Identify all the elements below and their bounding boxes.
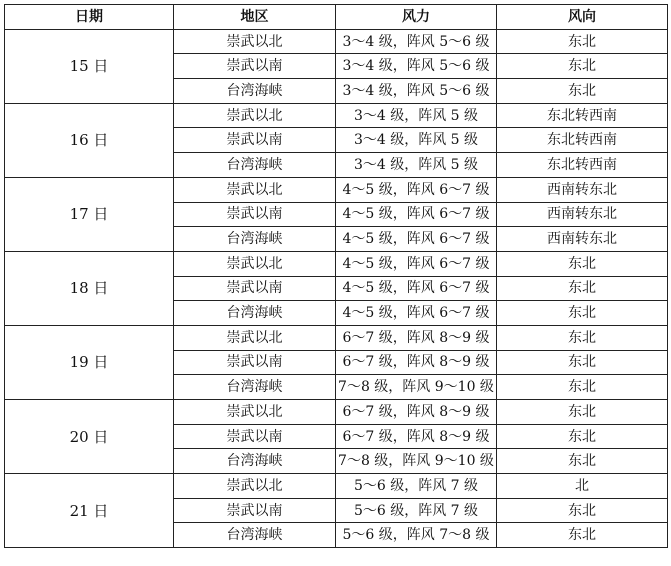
table-row	[5, 177, 668, 202]
table-row	[5, 400, 668, 425]
force-cell: 3～4 级，阵风 5～6 级	[336, 79, 497, 104]
region-cell: 崇武以北	[174, 325, 336, 350]
region-cell: 崇武以南	[174, 128, 336, 153]
force-cell: 5～6 级，阵风 7～8 级	[336, 523, 497, 548]
region-cell: 台湾海峡	[174, 523, 336, 548]
direction-cell: 东北	[497, 29, 668, 54]
region-cell: 崇武以北	[174, 103, 336, 128]
direction-cell: 东北	[497, 251, 668, 276]
force-cell: 3～4 级，阵风 5～6 级	[336, 54, 497, 79]
date-cell: 17 日	[5, 177, 174, 251]
force-cell: 4～5 级，阵风 6～7 级	[336, 251, 497, 276]
direction-cell: 东北	[497, 325, 668, 350]
table-row	[5, 29, 668, 54]
region-cell: 崇武以南	[174, 276, 336, 301]
region-cell: 崇武以南	[174, 350, 336, 375]
date-cell: 20 日	[5, 400, 174, 474]
region-cell: 崇武以南	[174, 202, 336, 227]
region-cell: 崇武以北	[174, 474, 336, 499]
force-cell: 4～5 级，阵风 6～7 级	[336, 227, 497, 252]
direction-cell: 东北	[497, 375, 668, 400]
direction-cell: 东北转西南	[497, 128, 668, 153]
force-cell: 6～7 级，阵风 8～9 级	[336, 350, 497, 375]
direction-cell: 东北	[497, 276, 668, 301]
force-cell: 3～4 级，阵风 5 级	[336, 153, 497, 178]
force-cell: 4～5 级，阵风 6～7 级	[336, 276, 497, 301]
direction-cell: 东北转西南	[497, 153, 668, 178]
table-row	[5, 251, 668, 276]
direction-cell: 东北转西南	[497, 103, 668, 128]
header-row	[5, 5, 668, 30]
region-cell: 崇武以北	[174, 29, 336, 54]
force-cell: 6～7 级，阵风 8～9 级	[336, 424, 497, 449]
date-cell: 15 日	[5, 29, 174, 103]
date-cell: 21 日	[5, 474, 174, 548]
direction-cell: 东北	[497, 400, 668, 425]
wind-forecast-table	[4, 4, 668, 548]
region-cell: 崇武以南	[174, 498, 336, 523]
region-cell: 台湾海峡	[174, 375, 336, 400]
force-cell: 4～5 级，阵风 6～7 级	[336, 202, 497, 227]
direction-cell: 东北	[497, 449, 668, 474]
region-cell: 崇武以南	[174, 54, 336, 79]
direction-cell: 东北	[497, 498, 668, 523]
region-cell: 台湾海峡	[174, 301, 336, 326]
direction-cell: 东北	[497, 79, 668, 104]
table-row	[5, 474, 668, 499]
direction-cell: 北	[497, 474, 668, 499]
force-cell: 3～4 级，阵风 5 级	[336, 128, 497, 153]
force-cell: 4～5 级，阵风 6～7 级	[336, 177, 497, 202]
force-cell: 6～7 级，阵风 8～9 级	[336, 325, 497, 350]
force-cell: 7～8 级，阵风 9～10 级	[336, 449, 497, 474]
header-date: 日期	[5, 5, 174, 30]
direction-cell: 东北	[497, 350, 668, 375]
region-cell: 台湾海峡	[174, 227, 336, 252]
header-direction: 风向	[497, 5, 668, 30]
force-cell: 3～4 级，阵风 5～6 级	[336, 29, 497, 54]
direction-cell: 西南转东北	[497, 227, 668, 252]
force-cell: 7～8 级，阵风 9～10 级	[336, 375, 497, 400]
direction-cell: 东北	[497, 54, 668, 79]
region-cell: 崇武以北	[174, 400, 336, 425]
table-row	[5, 325, 668, 350]
table-row	[5, 103, 668, 128]
date-cell: 16 日	[5, 103, 174, 177]
direction-cell: 东北	[497, 301, 668, 326]
region-cell: 台湾海峡	[174, 79, 336, 104]
region-cell: 台湾海峡	[174, 449, 336, 474]
force-cell: 4～5 级，阵风 6～7 级	[336, 301, 497, 326]
region-cell: 台湾海峡	[174, 153, 336, 178]
direction-cell: 西南转东北	[497, 177, 668, 202]
direction-cell: 东北	[497, 523, 668, 548]
date-cell: 19 日	[5, 325, 174, 399]
region-cell: 崇武以北	[174, 251, 336, 276]
region-cell: 崇武以北	[174, 177, 336, 202]
header-force: 风力	[336, 5, 497, 30]
header-region: 地区	[174, 5, 336, 30]
direction-cell: 东北	[497, 424, 668, 449]
force-cell: 3～4 级，阵风 5 级	[336, 103, 497, 128]
force-cell: 5～6 级，阵风 7 级	[336, 498, 497, 523]
force-cell: 6～7 级，阵风 8～9 级	[336, 400, 497, 425]
table-body	[5, 29, 668, 547]
force-cell: 5～6 级，阵风 7 级	[336, 474, 497, 499]
region-cell: 崇武以南	[174, 424, 336, 449]
date-cell: 18 日	[5, 251, 174, 325]
direction-cell: 西南转东北	[497, 202, 668, 227]
